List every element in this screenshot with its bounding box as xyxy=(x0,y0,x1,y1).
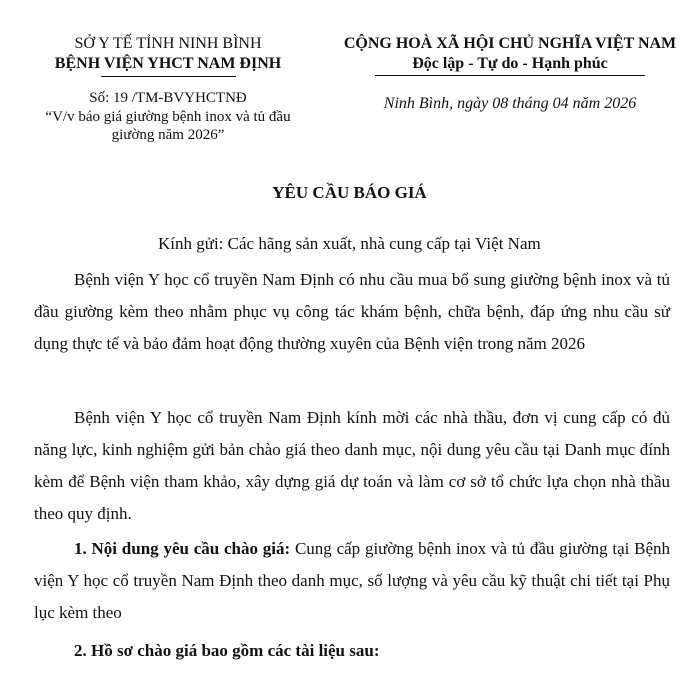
issuer-underline xyxy=(101,76,236,77)
place-and-date: Ninh Bình, ngày 08 tháng 04 năm 2026 xyxy=(383,95,637,112)
document-subject: “V/v báo giá giường bệnh inox và tủ đầu giường năm 2026” xyxy=(45,109,291,143)
salutation: Kính gửi: Các hãng sản xuất, nhà cung cấp tại Việt Nam xyxy=(158,234,541,253)
section-1 xyxy=(34,533,670,629)
national-header xyxy=(330,34,690,114)
paragraph-invitation: Bệnh viện Y học cổ truyền Nam Định kính mời các nhà thầu, đơn vị cung cấp có đủ năng lực, kinh nghiệm gửi bản chào giá theo danh mục, nội dung yêu cầu tại Danh mục đính kèm để Bệnh viện tham khảo, xây dựng giá dự toán và làm cơ sở tổ chức lựa chọn nhà thầu theo quy định. xyxy=(34,408,670,523)
section-2-heading: 2. Hồ sơ chào giá bao gồm các tài liệu sau: xyxy=(74,641,380,660)
national-title: CỘNG HOÀ XÃ HỘI CHỦ NGHĨA VIỆT NAM xyxy=(343,35,677,52)
document-number: Số: 19 /TM-BVYHCTNĐ xyxy=(89,90,247,106)
section-1-heading: 1. Nội dung yêu cầu chào giá: xyxy=(74,539,291,558)
organization-name: BỆNH VIỆN YHCT NAM ĐỊNH xyxy=(54,55,282,72)
section-1-text: Cung cấp giường bệnh inox và tủ đầu giường tại Bệnh viện Y học cổ truyền Nam Định theo danh mục, số lượng và yêu cầu kỹ thuật chi tiết tại Phụ lục kèm theo xyxy=(34,539,671,622)
section-2 xyxy=(34,635,670,667)
parent-organization: SỞ Y TẾ TỈNH NINH BÌNH xyxy=(74,35,262,52)
motto-underline xyxy=(375,75,645,76)
issuer-block xyxy=(8,34,328,144)
document-title: YÊU CẦU BÁO GIÁ xyxy=(272,183,427,202)
paragraph-purpose: Bệnh viện Y học cổ truyền Nam Định có nhu cầu mua bổ sung giường bệnh inox và tủ đầu giường kèm theo nhằm phục vụ công tác khám bệnh, chữa bệnh, đáp ứng nhu cầu sử dụng thực tế và bảo đảm hoạt động thường xuyên của Bệnh viện trong năm 2026 xyxy=(34,270,670,353)
national-motto: Độc lập - Tự do - Hạnh phúc xyxy=(412,55,608,72)
